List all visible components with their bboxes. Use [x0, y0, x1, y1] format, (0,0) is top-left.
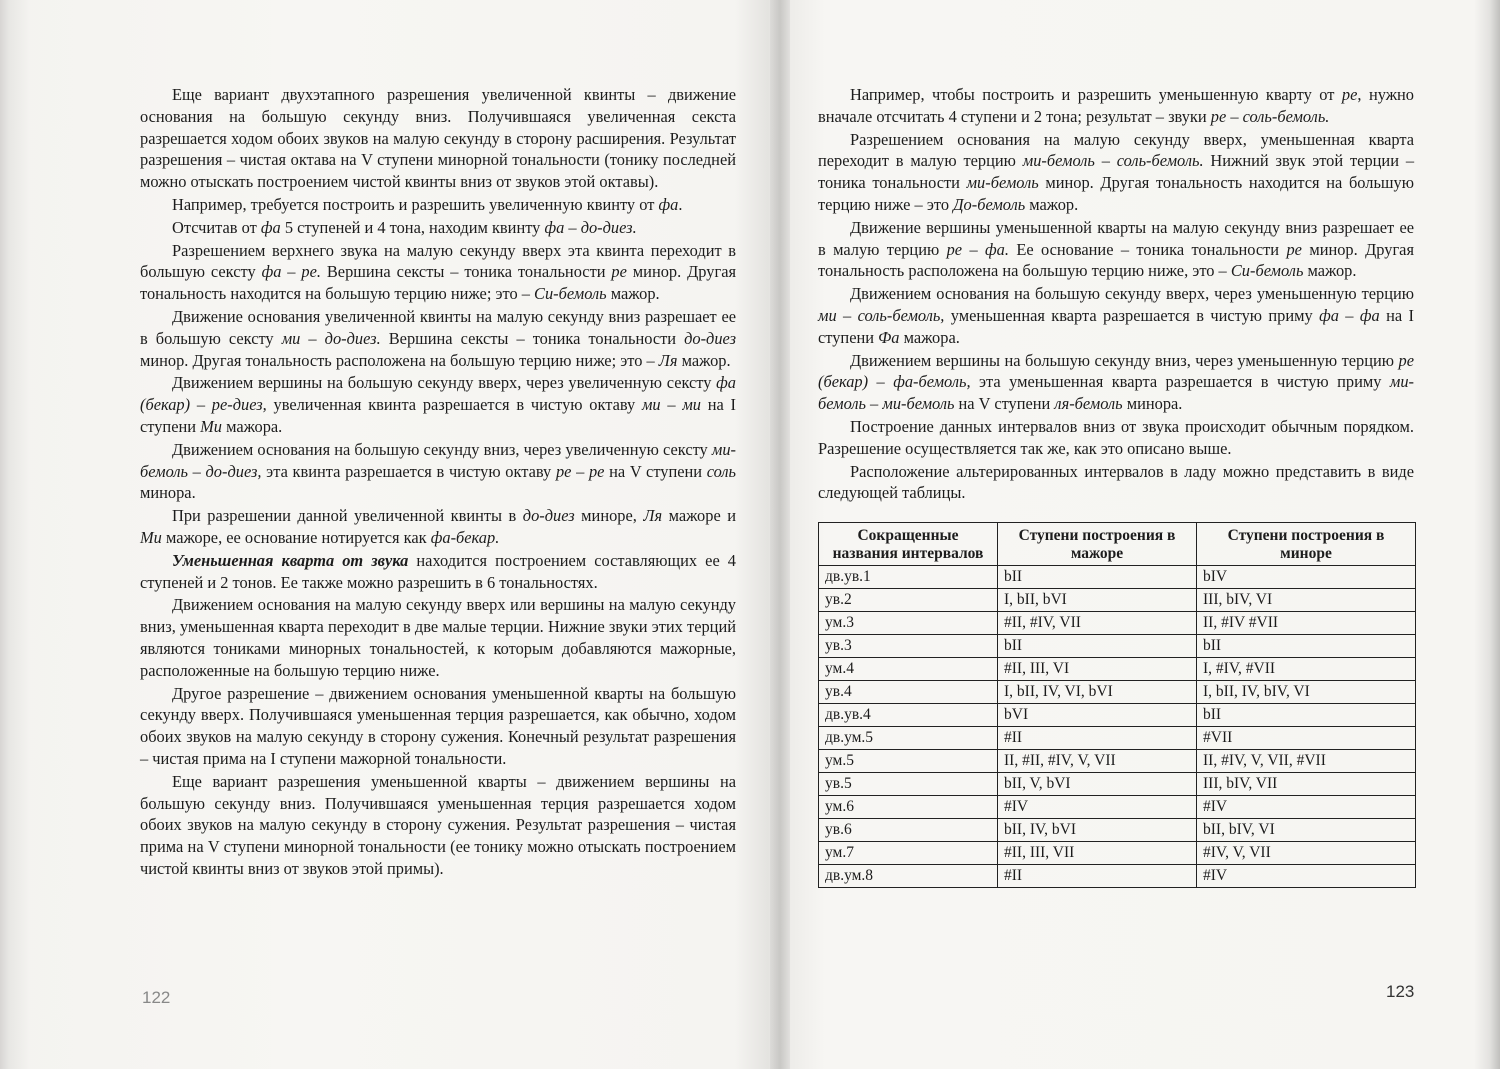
table-row: [819, 566, 1416, 589]
table-cell: #IV: [1197, 865, 1416, 888]
table-cell: дв.ув.4: [819, 704, 998, 727]
table-cell: bIV: [1197, 566, 1416, 589]
table-cell: #IV: [998, 796, 1197, 819]
table-row: [819, 773, 1416, 796]
table-row: [819, 704, 1416, 727]
right_page-paragraph: Движением вершины на большую секунду вниз, через уменьшенную терцию ре (бекар) – фа-бемоль, эта уменьшенная кварта разрешается в чистую приму ми-бемоль – ми-бемоль на V ступени ля-бемоль минора.: [818, 350, 1414, 414]
table-cell: дв.ув.1: [819, 566, 998, 589]
table-cell: #II, III, VII: [998, 842, 1197, 865]
table-cell: #IV: [1197, 796, 1416, 819]
left_page-paragraph: Еще вариант разрешения уменьшенной кварты – движением вершины на большую секунду вниз. Получившаяся уменьшенная терция разрешается ходом обоих звуков на малую секунду в сторону сужения. Результат разрешения – чистая прима на V ступени минорной тональности (ее тонику можно отыскать построением чистой квинты вниз от звуков этой примы).: [140, 771, 736, 878]
table-cell: дв.ум.8: [819, 865, 998, 888]
table-cell: III, bIV, VII: [1197, 773, 1416, 796]
left_page-paragraph: Отсчитав от фа 5 ступеней и 4 тона, находим квинту фа – до-диез.: [172, 217, 637, 237]
table-cell: I, bII, IV, bIV, VI: [1197, 681, 1416, 704]
table-row: [819, 796, 1416, 819]
table-cell: #IV, V, VII: [1197, 842, 1416, 865]
table-cell: III, bIV, VI: [1197, 589, 1416, 612]
table-cell: bII: [1197, 704, 1416, 727]
table-cell: bII: [998, 566, 1197, 589]
right-page-text: [818, 84, 1414, 888]
table-header-cell: Ступени построения в мажоре: [998, 523, 1197, 566]
right_page-paragraph: Движение вершины уменьшенной кварты на малую секунду вниз разрешает ее в малую терцию ре – фа. Ее основание – тоника тональности ре минор. Другая тональность расположена на большую терцию ниже, это – Си-бемоль мажор.: [818, 217, 1414, 281]
table-row: [819, 727, 1416, 750]
table-row: [819, 589, 1416, 612]
table-cell: I, bII, bVI: [998, 589, 1197, 612]
left_page-paragraph: Движением вершины на большую секунду вверх, через увеличенную сексту фа (бекар) – ре-диез, увеличенная квинта разрешается в чистую октаву ми – ми на I ступени Ми мажора.: [140, 373, 736, 436]
table-cell: ум.7: [819, 842, 998, 865]
left_page-paragraph: Например, требуется построить и разрешить увеличенную квинту от фа.: [172, 194, 683, 214]
table-cell: ум.3: [819, 612, 998, 635]
table-row: [819, 865, 1416, 888]
table-row: [819, 842, 1416, 865]
table-cell: #II, III, VI: [998, 658, 1197, 681]
table-cell: ув.6: [819, 819, 998, 842]
table-cell: ум.5: [819, 750, 998, 773]
right_page-paragraph: Разрешением основания на малую секунду вверх, уменьшенная кварта переходит в малую терцию ми-бемоль – соль-бемоль. Нижний звук этой терции – тоника тональности ми-бемоль минор. Другая тональность находится на большую терцию ниже – это До-бемоль мажор.: [818, 129, 1415, 214]
left_page-paragraph: Разрешением верхнего звука на малую секунду вверх эта квинта переходит в большую сексту фа – ре. Вершина сексты – тоника тональности ре минор. Другая тональность находится на большую терцию ниже; это – Си-бемоль мажор.: [140, 240, 737, 304]
table-row: [819, 819, 1416, 842]
table-cell: дв.ум.5: [819, 727, 998, 750]
table-row: [819, 635, 1416, 658]
table-cell: bII, IV, bVI: [998, 819, 1197, 842]
table-cell: I, #IV, #VII: [1197, 658, 1416, 681]
page-edge-left: [0, 0, 30, 1069]
table-row: [819, 658, 1416, 681]
left_page-paragraph: Другое разрешение – движением основания уменьшенной кварты на большую секунду вверх. Получившаяся уменьшенная терция разрешается, как обычно, ходом обоих звуков на малую секунду в сторону сужения. Конечный результат разрешения – чистая прима на I ступени мажорной тональности.: [140, 683, 736, 768]
table-cell: bII: [1197, 635, 1416, 658]
table-cell: #II, #IV, VII: [998, 612, 1197, 635]
table-row: [819, 612, 1416, 635]
left_page-paragraph: Еще вариант двухэтапного разрешения увеличенной квинты – движение основания на большую секунду вниз. Получившаяся увеличенная секста разрешается ходом обоих звуков на малую секунду в сторону расширения. Результат разрешения – чистая октава на V ступени минорной тональности (тонику последней можно отыскать построением чистой квинты вниз от звуков этой октавы).: [140, 85, 736, 192]
table-cell: II, #IV #VII: [1197, 612, 1416, 635]
table-body: [819, 566, 1416, 888]
table-row: [819, 750, 1416, 773]
table-header-cell: Сокращенные названия интервалов: [819, 523, 998, 566]
table-cell: bVI: [998, 704, 1197, 727]
left_page-paragraph: Уменьшенная кварта от звука находится построением составляющих ее 4 ступеней и 2 тонов. Ее также можно разрешить в 6 тональностях.: [140, 550, 736, 592]
right_page-paragraph: Построение данных интервалов вниз от звука происходит обычным порядком. Разрешение осуществляется так же, как это описано выше.: [818, 416, 1414, 458]
page-edge-right: [1474, 0, 1500, 1069]
right_page-paragraph: Например, чтобы построить и разрешить уменьшенную кварту от ре, нужно вначале отсчитать 4 ступени и 2 тона; результат – звуки ре – соль-бемоль.: [818, 85, 1414, 126]
left-page-text: [140, 84, 736, 881]
table-cell: ув.5: [819, 773, 998, 796]
table-cell: ув.3: [819, 635, 998, 658]
table-header-row: [819, 523, 1416, 566]
table-cell: II, #II, #IV, V, VII: [998, 750, 1197, 773]
right_page-paragraph: Расположение альтерированных интервалов в ладу можно представить в виде следующей таблицы.: [818, 461, 1414, 503]
page-number-right: 123: [1386, 982, 1415, 1001]
table-cell: II, #IV, V, VII, #VII: [1197, 750, 1416, 773]
table-cell: ув.4: [819, 681, 998, 704]
table-cell: #II: [998, 865, 1197, 888]
table-cell: bII, bIV, VI: [1197, 819, 1416, 842]
table-cell: #II: [998, 727, 1197, 750]
right-page-paragraphs: [818, 84, 1414, 504]
left_page-paragraph: Движение основания увеличенной квинты на малую секунду вниз разрешает ее в большую сексту ми – до-диез. Вершина сексты – тоника тональности до-диез минор. Другая тональность расположена на большую терцию ниже; это – Ля мажор.: [140, 306, 736, 370]
table-cell: ув.2: [819, 589, 998, 612]
table-row: [819, 681, 1416, 704]
left_page-paragraph: При разрешении данной увеличенной квинты в до-диез миноре, Ля мажоре и Ми мажоре, ее основание нотируется как фа-бекар.: [140, 506, 736, 547]
table-header-cell: Ступени построения в миноре: [1197, 523, 1416, 566]
table-cell: #VII: [1197, 727, 1416, 750]
table-cell: bII: [998, 635, 1197, 658]
page-number-left: 122: [142, 988, 171, 1007]
left_page-paragraph: Движением основания на большую секунду вниз, через увеличенную сексту ми-бемоль – до-диез, эта квинта разрешается в чистую октаву ре – ре на V ступени соль минора.: [140, 439, 737, 503]
table-cell: ум.4: [819, 658, 998, 681]
book-spine: [770, 0, 790, 1069]
left_page-paragraph: Движением основания на малую секунду вверх или вершины на малую секунду вниз, уменьшенная кварта переходит в две малые терции. Нижние звуки этих терций являются тониками минорных тональностей, к которым добавляются мажорные, расположенные на большую терцию ниже.: [140, 595, 736, 680]
table-cell: bII, V, bVI: [998, 773, 1197, 796]
table-cell: ум.6: [819, 796, 998, 819]
intervals-table: [818, 522, 1416, 888]
table-cell: I, bII, IV, VI, bVI: [998, 681, 1197, 704]
right_page-paragraph: Движением основания на большую секунду вверх, через уменьшенную терцию ми – соль-бемоль, уменьшенная кварта разрешается в чистую приму фа – фа на I ступени Фа мажора.: [818, 284, 1415, 347]
